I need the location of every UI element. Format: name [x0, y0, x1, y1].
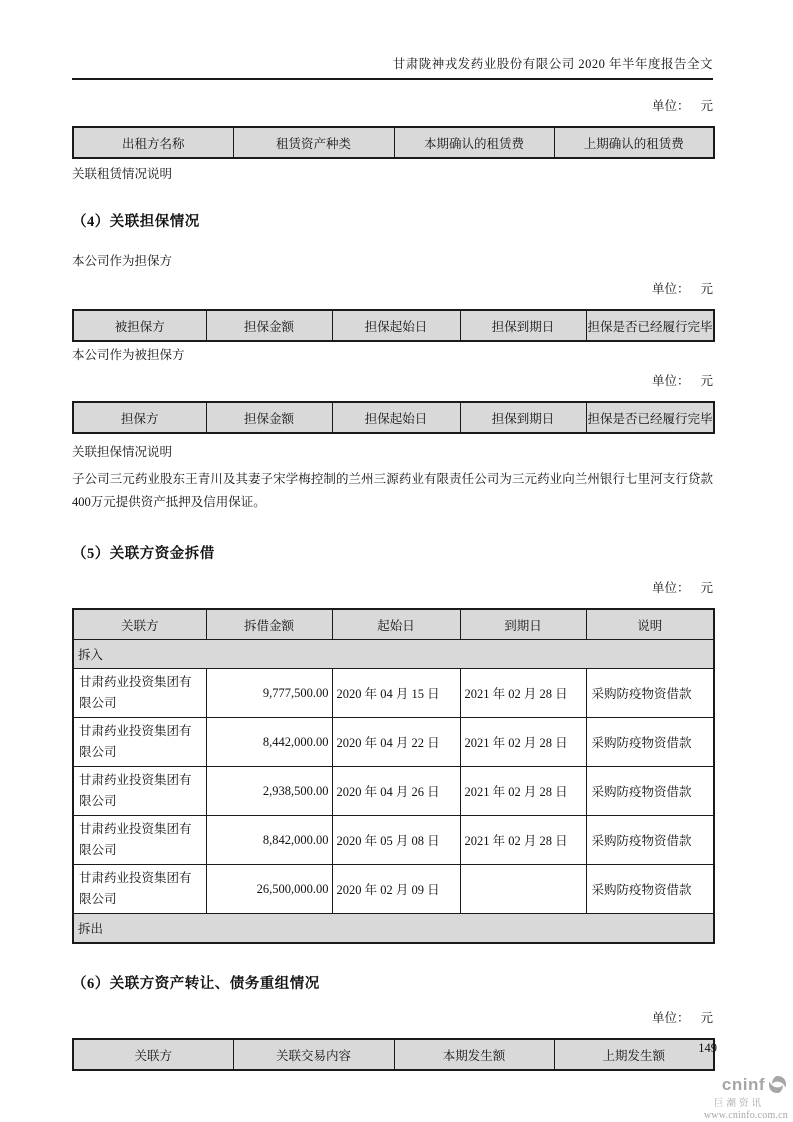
guarantor-header-guaranteed-party: 被担保方 [73, 310, 206, 341]
guarantor-header-amount: 担保金额 [206, 310, 332, 341]
as-guarantor-label: 本公司作为担保方 [72, 254, 173, 268]
transfer-table-header-row [73, 1039, 714, 1070]
lending-row-note: 采购防疫物资借款 [586, 816, 714, 865]
lending-row-party: 甘肃药业投资集团有限公司 [73, 767, 206, 816]
table-row [73, 865, 714, 914]
unit-value: 元 [700, 581, 713, 595]
document-header-title: 甘肃陇神戎发药业股份有限公司 2020 年半年度报告全文 [72, 54, 713, 80]
cninfo-logo-text: cninf [721, 1074, 765, 1094]
transfer-header-prior-amount: 上期发生额 [554, 1039, 714, 1070]
lending-row-party: 甘肃药业投资集团有限公司 [73, 669, 206, 718]
lending-row-start: 2020 年 04 月 26 日 [332, 767, 460, 816]
unit-line [72, 578, 713, 596]
guarantor-header-start-date: 担保起始日 [332, 310, 460, 341]
lending-row-start: 2020 年 02 月 09 日 [332, 865, 460, 914]
cninfo-logo [696, 1074, 788, 1121]
lending-row-start: 2020 年 04 月 22 日 [332, 718, 460, 767]
unit-prefix: 单位： [651, 282, 690, 296]
unit-value: 元 [700, 99, 713, 113]
section-heading-transfer: （6）关联方资产转让、债务重组情况 [72, 976, 320, 992]
lease-note: 关联租赁情况说明 [72, 167, 173, 181]
page-number: 149 [698, 1041, 717, 1055]
cninfo-logo-caption: 巨潮资讯 [713, 1099, 764, 1109]
guaranteed-table [72, 401, 715, 434]
table-row [73, 767, 714, 816]
unit-value: 元 [700, 282, 713, 296]
unit-line [72, 371, 713, 389]
lending-table-header-row [73, 609, 714, 640]
lending-group-row-out [73, 914, 714, 944]
lending-row-note: 采购防疫物资借款 [586, 767, 714, 816]
guaranteed-header-fulfilled: 担保是否已经履行完毕 [586, 402, 714, 433]
guaranteed-header-end-date: 担保到期日 [460, 402, 586, 433]
section-heading-guarantee: （4）关联担保情况 [72, 214, 200, 230]
unit-line [72, 96, 713, 114]
transfer-header-current-amount: 本期发生额 [394, 1039, 554, 1070]
guarantee-note-text: 子公司三元药业股东王青川及其妻子宋学梅控制的兰州三源药业有限责任公司为三元药业向兰州银行七里河支行贷款400万元提供资产抵押及信用保证。 [72, 472, 713, 509]
unit-value: 元 [700, 1011, 713, 1025]
guaranteed-header-guarantor-party: 担保方 [73, 402, 206, 433]
lease-header-current-fee: 本期确认的租赁费 [394, 127, 554, 158]
lease-header-lessor: 出租方名称 [73, 127, 233, 158]
unit-line [72, 279, 713, 297]
lending-row-start: 2020 年 04 月 15 日 [332, 669, 460, 718]
unit-prefix: 单位： [651, 99, 690, 113]
lending-row-end: 2021 年 02 月 28 日 [460, 669, 586, 718]
guaranteed-table-header-row [73, 402, 714, 433]
table-row [73, 669, 714, 718]
lending-table [72, 608, 715, 944]
lending-row-note: 采购防疫物资借款 [586, 718, 714, 767]
table-row [73, 816, 714, 865]
lending-header-start-date: 起始日 [332, 609, 460, 640]
lending-header-note: 说明 [586, 609, 714, 640]
lending-row-amount: 9,777,500.00 [206, 669, 332, 718]
unit-value: 元 [700, 374, 713, 388]
lending-header-related-party: 关联方 [73, 609, 206, 640]
lending-header-amount: 拆借金额 [206, 609, 332, 640]
lending-group-in-label: 拆入 [73, 640, 714, 669]
guarantor-header-end-date: 担保到期日 [460, 310, 586, 341]
lending-row-end: 2021 年 02 月 28 日 [460, 718, 586, 767]
cninfo-swirl-icon [767, 1074, 788, 1095]
transfer-header-transaction-content: 关联交易内容 [233, 1039, 394, 1070]
lending-row-amount: 8,842,000.00 [206, 816, 332, 865]
lending-row-amount: 2,938,500.00 [206, 767, 332, 816]
guarantor-header-fulfilled: 担保是否已经履行完毕 [586, 310, 714, 341]
guarantor-table-header-row [73, 310, 714, 341]
transfer-header-related-party: 关联方 [73, 1039, 233, 1070]
lease-header-prior-fee: 上期确认的租赁费 [554, 127, 714, 158]
lending-row-end [460, 865, 586, 914]
lending-row-party: 甘肃药业投资集团有限公司 [73, 816, 206, 865]
unit-prefix: 单位： [651, 1011, 690, 1025]
lending-row-party: 甘肃药业投资集团有限公司 [73, 865, 206, 914]
lending-header-end-date: 到期日 [460, 609, 586, 640]
lease-table [72, 126, 715, 159]
lending-row-start: 2020 年 05 月 08 日 [332, 816, 460, 865]
lending-row-end: 2021 年 02 月 28 日 [460, 767, 586, 816]
lending-row-end: 2021 年 02 月 28 日 [460, 816, 586, 865]
cninfo-logo-url: www.cninfo.com.cn [703, 1110, 788, 1121]
guaranteed-header-amount: 担保金额 [206, 402, 332, 433]
lease-table-header-row [73, 127, 714, 158]
lease-header-asset-type: 租赁资产种类 [233, 127, 394, 158]
guarantor-table [72, 309, 715, 342]
lending-row-amount: 8,442,000.00 [206, 718, 332, 767]
section-heading-lending: （5）关联方资金拆借 [72, 546, 215, 562]
as-guaranteed-label: 本公司作为被担保方 [72, 348, 185, 362]
transfer-table [72, 1038, 715, 1071]
lending-row-amount: 26,500,000.00 [206, 865, 332, 914]
lending-row-note: 采购防疫物资借款 [586, 669, 714, 718]
lending-group-out-label: 拆出 [73, 914, 714, 944]
lending-group-row-in [73, 640, 714, 669]
lending-row-note: 采购防疫物资借款 [586, 865, 714, 914]
table-row [73, 718, 714, 767]
unit-line [72, 1008, 713, 1026]
lending-row-party: 甘肃药业投资集团有限公司 [73, 718, 206, 767]
unit-prefix: 单位： [651, 374, 690, 388]
unit-prefix: 单位： [651, 581, 690, 595]
guarantee-note-label: 关联担保情况说明 [72, 445, 173, 459]
guaranteed-header-start-date: 担保起始日 [332, 402, 460, 433]
